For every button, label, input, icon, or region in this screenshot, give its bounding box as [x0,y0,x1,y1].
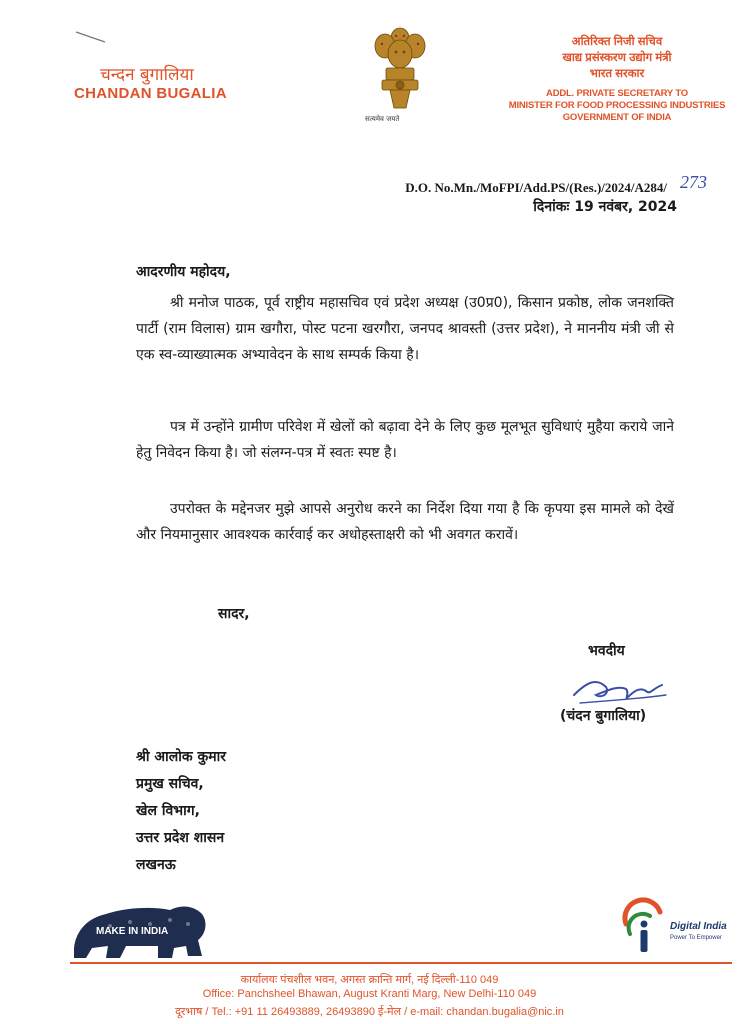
office-line-hi: भारत सरकार [589,68,645,80]
office-line-en: ADDL. PRIVATE SECRETARY TO [546,88,688,99]
office-line-hi: खाद्य प्रसंस्करण उद्योग मंत्री [562,52,672,64]
office-line-hi: अतिरिक्त निजी सचिव [571,36,663,48]
make-in-india-lion-logo [70,894,210,964]
national-emblem-icon [368,24,432,124]
office-line-en: GOVERNMENT OF INDIA [562,112,672,123]
sender-name-hindi: चन्दन बुगालिया [100,65,194,85]
footer-divider [70,962,732,964]
signatory-name: (चंदन बुगालिया) [560,708,647,724]
footer-address-hindi: कार्यालयः पंचशील भवन, अगस्त क्रान्ति मार्ग, नई दिल्ली-110 049 [240,974,499,986]
make-in-india-text: MAKE IN INDIA [96,926,169,937]
salutation: आदरणीय महोदय, [136,264,231,280]
recipient-line: प्रमुख सचिव, [136,776,204,792]
body-paragraph: उपरोक्त के मद्देनजर मुझे आपसे अनुरोध करने का निर्देश दिया गया है कि कृपया इस मामले को देखें और नियमानुसार आवश्यक कार्रवाई कर अधोहस्ताक्षरी को भी अवगत करावें। [136,501,674,543]
letter-date: दिनांकः 19 नवंबर, 2024 [533,199,677,215]
body-paragraph: श्री मनोज पाठक, पूर्व राष्ट्रीय महासचिव एवं प्रदेश अध्यक्ष (उ0प्र0), किसान प्रकोष्ठ, लोक जनशक्ति पार्टी (राम विलास) ग्राम खगौरा, पोस्ट पटना खरगौरा, जनपद श्रावस्ती (उत्तर प्रदेश), ने माननीय मंत्री जी से एक स्व-व्याख्यात्मक अभ्यावेदन के साथ सम्पर्क किया है। [136,295,674,363]
recipient-line: उत्तर प्रदेश शासन [136,830,225,846]
pen-stroke-mark [75,30,107,44]
digital-india-tagline: Power To Empower [670,935,722,941]
recipient-address [136,744,226,879]
recipient-line: श्री आलोक कुमार [136,749,226,765]
footer-contact: दूरभाष / Tel.: +91 11 26493889, 26493890 ई-मेल / e-mail: chandan.bugalia@nic.in [175,1006,564,1018]
digital-india-icon [620,894,666,956]
sender-name-english: CHANDAN BUGALIA [74,85,227,102]
footer-address-english: Office: Panchsheel Bhawan, August Kranti Marg, New Delhi-110 049 [202,988,537,1000]
do-reference-number: D.O. No.Mn./MoFPI/Add.PS/(Res.)/2024/A284/ [405,180,667,195]
recipient-line: खेल विभाग, [136,803,200,819]
recipient-line: लखनऊ [136,857,176,873]
valediction: भवदीय [588,643,625,659]
body-paragraph: पत्र में उन्होंने ग्रामीण परिवेश में खेलों को बढ़ावा देने के लिए कुछ मूलभूत सुविधाएं मुहैया कराये जाने हेतु निवेदन किया है। जो संलग्न-पत्र में स्वतः स्पष्ट है। [136,419,674,461]
closing-regards: सादर, [218,606,250,622]
handwritten-dispatch-number: 273 [680,172,707,192]
office-line-en: MINISTER FOR FOOD PROCESSING INDUSTRIES [508,100,726,111]
office-designation [507,34,727,124]
emblem-motto: सत्यमेव जयते [365,115,400,123]
digital-india-label: Digital India [670,921,727,932]
